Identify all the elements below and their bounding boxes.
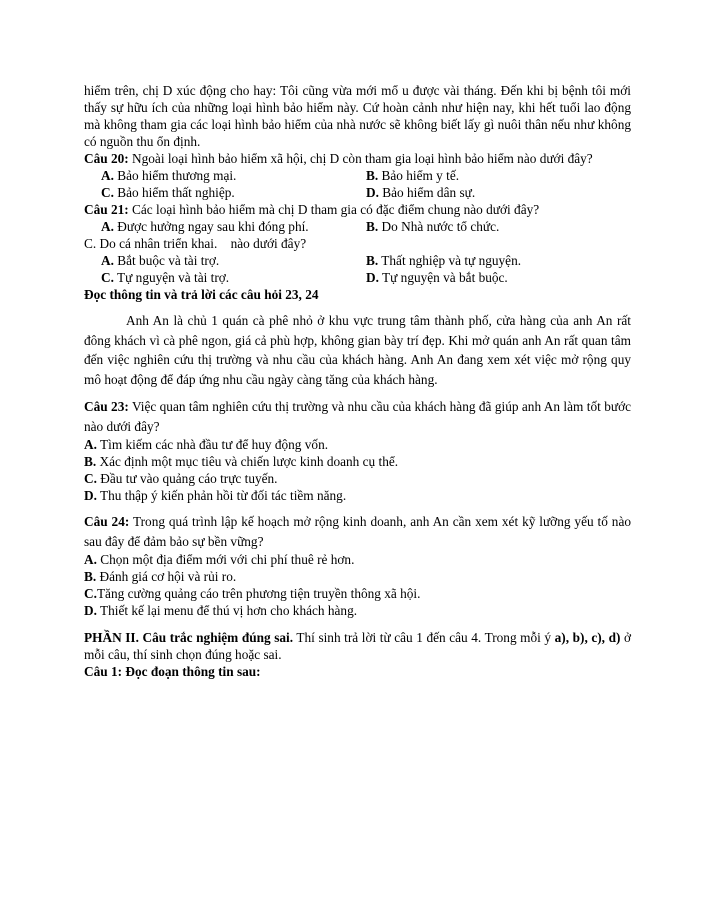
option-22-d: D. Tự nguyện và bắt buộc. [366, 270, 508, 285]
option-24-d: D. Thiết kế lại menu để thú vị hơn cho khách hàng. [84, 603, 358, 618]
question-23 [84, 397, 631, 436]
document-page [84, 82, 631, 680]
question-23-text: Việc quan tâm nghiên cứu thị trường và nhu cầu của khách hàng đã giúp anh An làm tốt bước nào dưới đây? [84, 399, 631, 434]
option-22-c: C. Tự nguyện và tài trợ. [101, 270, 230, 285]
option-20-c: C. Bảo hiểm thất nghiệp. [101, 185, 235, 200]
section-heading: Đọc thông tin và trả lời các câu hỏi 23, 24 [84, 287, 319, 302]
question-21-options [84, 218, 631, 235]
option-23-b: B. Xác định một mục tiêu và chiến lược kinh doanh cụ thể. [84, 454, 399, 469]
option-20-b: B. Bảo hiểm y tế. [366, 168, 460, 183]
option-24-c: C.Tăng cường quảng cáo trên phương tiện truyền thông xã hội. [84, 586, 421, 601]
question-20 [84, 150, 631, 167]
option-21-a: A. Được hưởng ngay sau khi đóng phí. [101, 219, 309, 234]
question-20-text: Ngoài loại hình bảo hiểm xã hội, chị D còn tham gia loại hình bảo hiểm nào dưới đây? [128, 151, 593, 166]
option-23-c: C. Đầu tư vào quảng cáo trực tuyến. [84, 471, 278, 486]
part-2-instructions: PHẦN II. Câu trắc nghiệm đúng sai. Thí sinh trả lời từ câu 1 đến câu 4. Trong mỗi ý a), b), c), d) ở mỗi câu, thí sinh chọn đúng hoặc sai. [84, 630, 632, 662]
part-2-title: PHẦN II. Câu trắc nghiệm đúng sai. [84, 630, 294, 645]
question-21-text: Các loại hình bảo hiểm mà chị D tham gia có đặc điểm chung nào dưới đây? [128, 202, 540, 217]
option-23-d: D. Thu thập ý kiến phản hồi từ đối tác tiềm năng. [84, 488, 347, 503]
option-20-d: D. Bảo hiểm dân sự. [366, 185, 476, 200]
option-22-b: B. Thất nghiệp và tự nguyện. [366, 253, 522, 268]
option-23-a: A. Tìm kiếm các nhà đầu tư để huy động vốn. [84, 437, 329, 452]
question-24-text: Trong quá trình lập kế hoạch mở rộng kinh doanh, anh An cần xem xét kỹ lưỡng yếu tố nào sau đây để đảm bảo sự bền vững? [84, 514, 631, 549]
question-24-label: Câu 24: [84, 514, 130, 529]
question-21-label: Câu 21: [84, 202, 129, 217]
question-23-label: Câu 23: [84, 399, 129, 414]
option-22-a: A. Bắt buộc và tài trợ. [101, 253, 220, 268]
option-21-c-line: C. Do cá nhân triển khai. nào dưới đây? [84, 236, 307, 251]
passage-paragraph: Anh An là chủ 1 quán cà phê nhỏ ở khu vực trung tâm thành phố, cửa hàng của anh An rất đông khách vì cà phê ngon, giá cả phù hợp, không gian bày trí đẹp. Khi mở quán anh An rất quan tâm đến việc nghiên cứu thị trường và nhu cầu của khách hàng. Anh An đang xem xét việc mở rộng quy mô hoạt động để đáp ứng nhu cầu ngày càng tăng của khách hàng. [84, 313, 631, 387]
option-21-b: B. Do Nhà nước tổ chức. [366, 219, 500, 234]
question-21 [84, 201, 631, 218]
question-22-options [84, 252, 631, 286]
option-20-a: A. Bảo hiểm thương mại. [101, 168, 237, 183]
question-20-label: Câu 20: [84, 151, 129, 166]
question-1-heading: Câu 1: Đọc đoạn thông tin sau: [84, 664, 261, 679]
question-24 [84, 512, 631, 551]
option-24-a: A. Chọn một địa điểm mới với chi phí thuê rẻ hơn. [84, 552, 355, 567]
intro-paragraph: hiểm trên, chị D xúc động cho hay: Tôi cũng vừa mới mổ u được vài tháng. Đến khi bị bệnh tôi mới thấy sự hữu ích của những loại hình bảo hiểm này. Cứ hoàn cảnh như hiện nay, khi hết tuổi lao động mà không tham gia các loại hình bảo hiểm của nhà nước sẽ không biết lấy gì nuôi thân nếu như không có nguồn thu ổn định. [84, 83, 631, 149]
question-20-options [84, 167, 631, 201]
option-24-b: B. Đánh giá cơ hội và rủi ro. [84, 569, 237, 584]
